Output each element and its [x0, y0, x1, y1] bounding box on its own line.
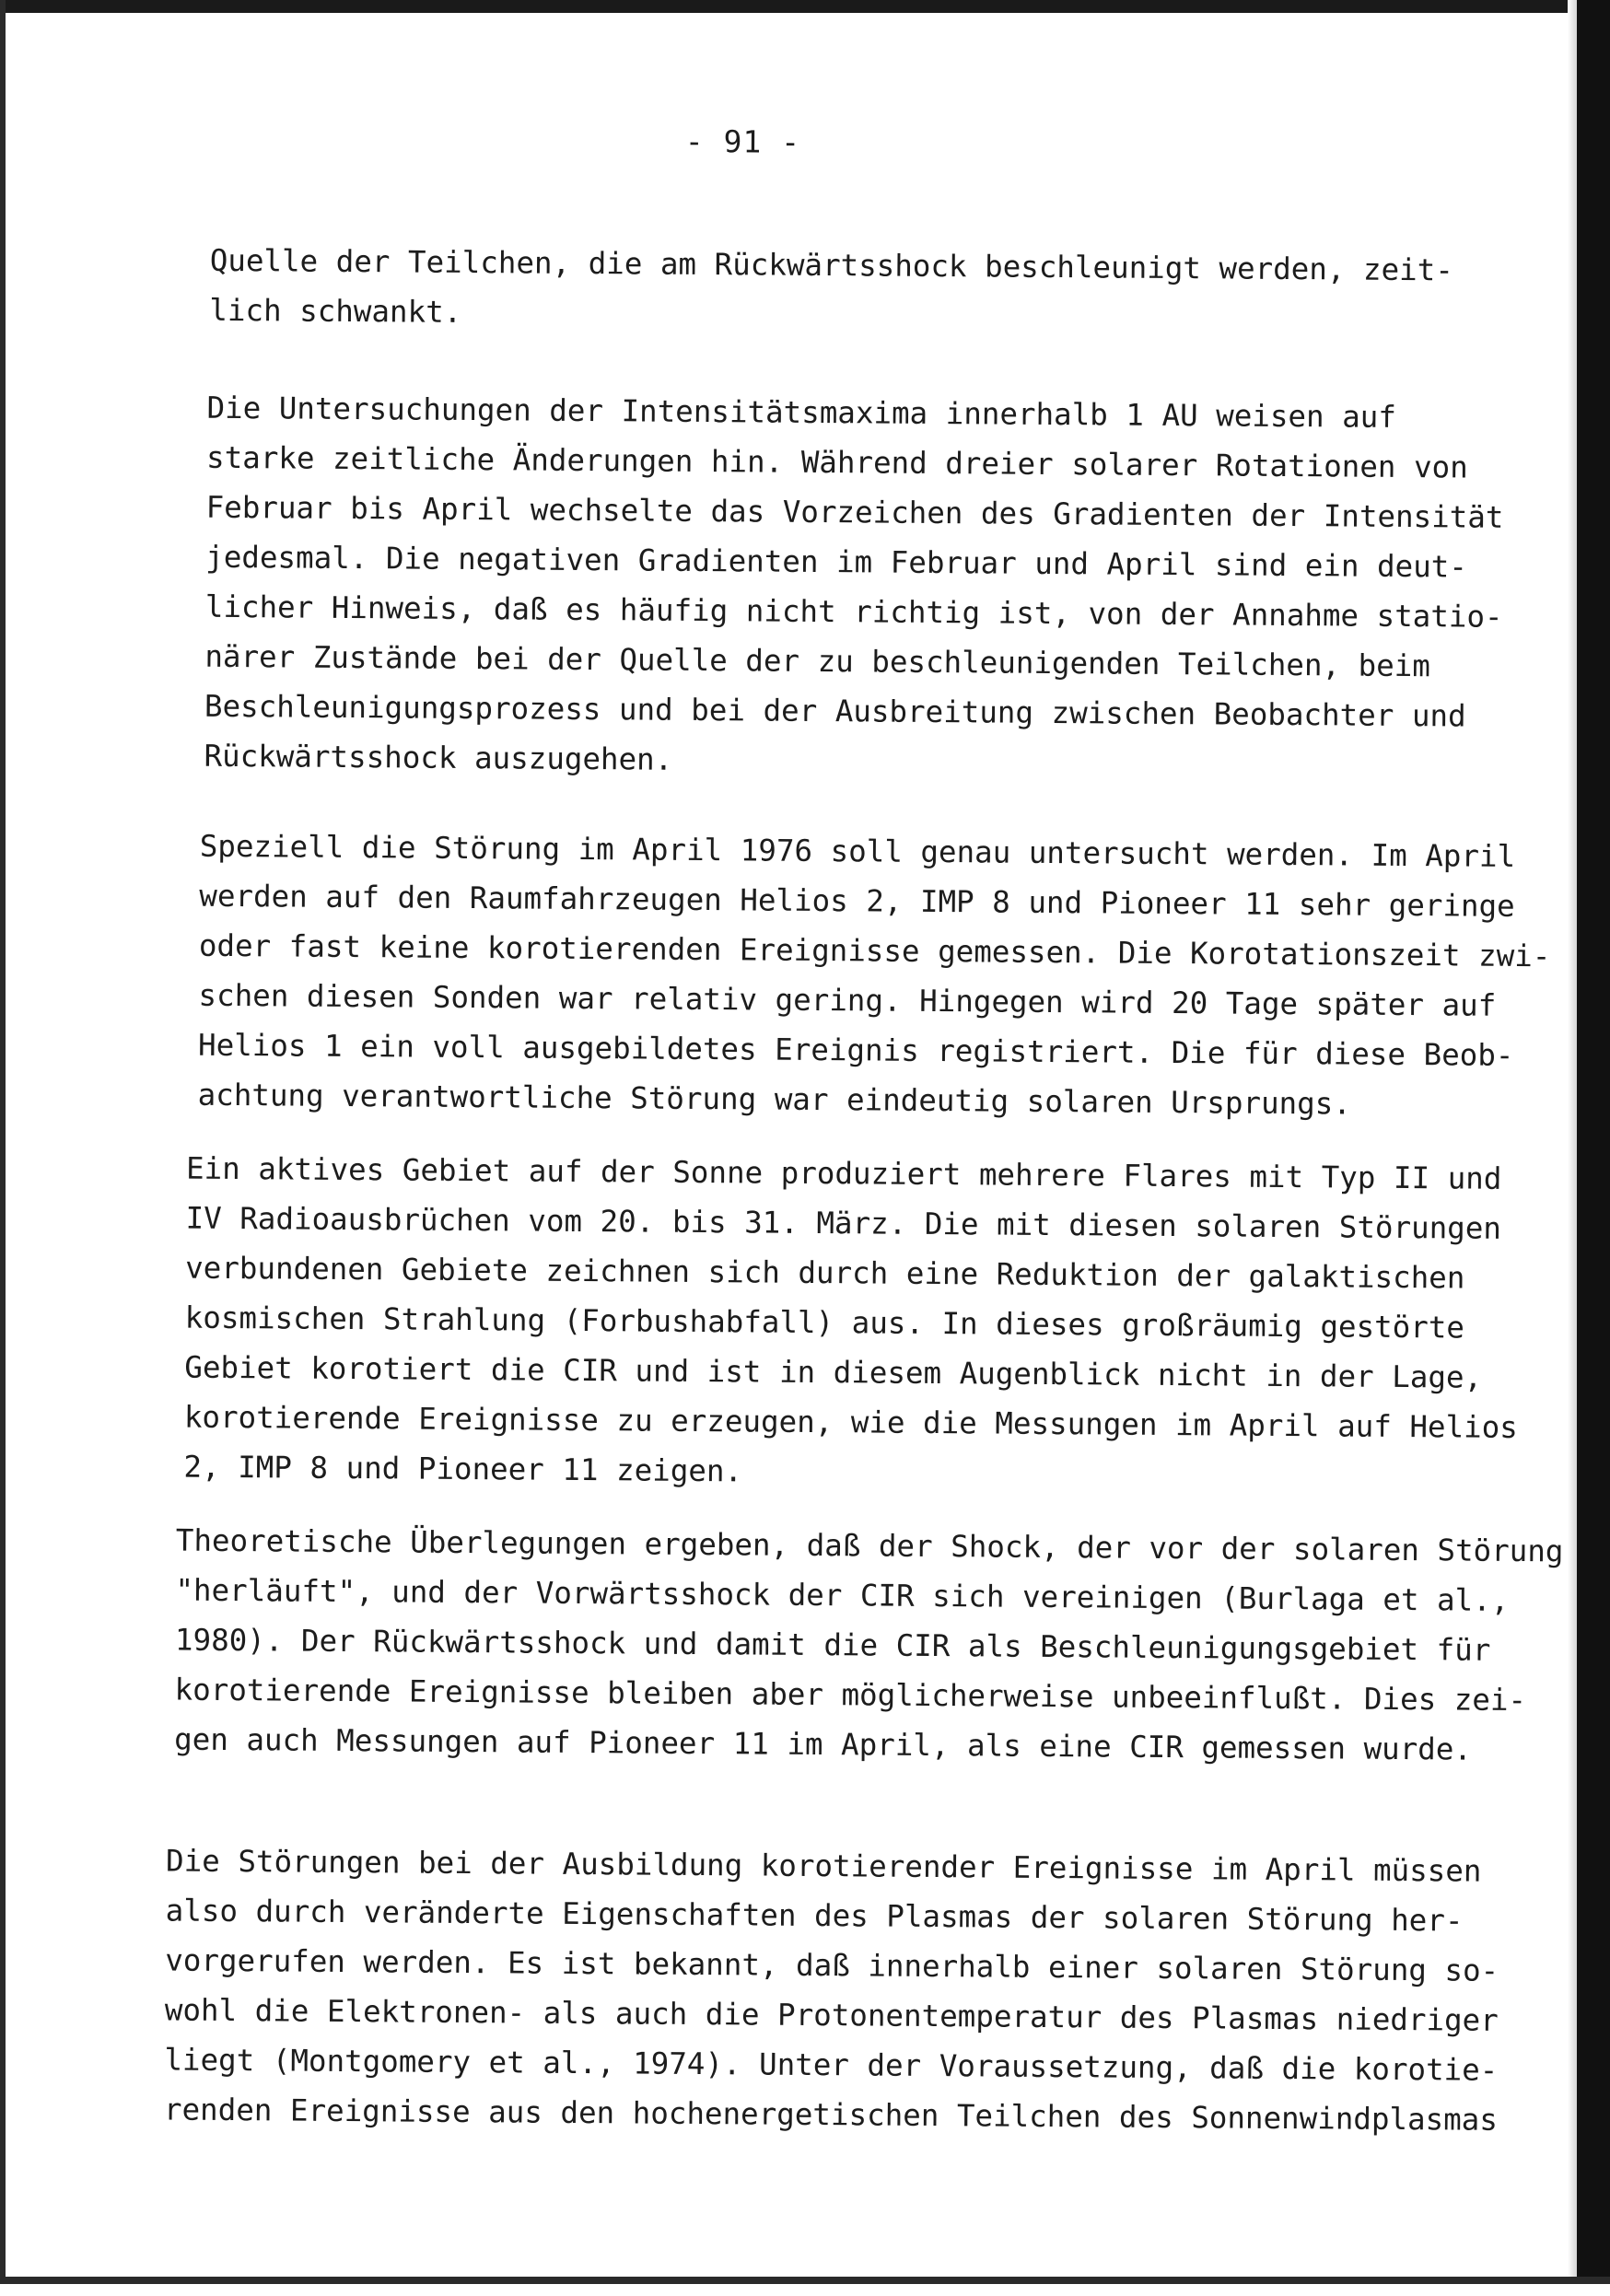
text-line: liegt (Montgomery et al., 1974). Unter der Voraussetzung, daß die korotie- [164, 2042, 1499, 2088]
scan-border-right [1577, 0, 1610, 2284]
text-line: werden auf den Raumfahrzeugen Helios 2, IMP 8 und Pioneer 11 sehr geringe [199, 878, 1515, 924]
text-line: Rückwärtsshock auszugehen. [204, 738, 673, 777]
text-line: gen auch Messungen auf Pioneer 11 im April, als eine CIR gemessen wurde. [174, 1721, 1473, 1767]
text-line: starke zeitliche Änderungen hin. Während dreier solarer Rotationen von [205, 439, 1468, 485]
text-line: licher Hinweis, daß es häufig nicht richtig ist, von der Annahme statio- [204, 589, 1503, 635]
text-line: 1980). Der Rückwärtsshock und damit die CIR als Beschleunigungsgebiet für [174, 1622, 1491, 1668]
text-line: oder fast keine korotierenden Ereignisse gemessen. Die Korotationszeit zwi- [198, 927, 1551, 974]
text-line: Theoretische Überlegungen ergeben, daß der Shock, der vor der solaren Störung [175, 1522, 1564, 1569]
text-line: Die Störungen bei der Ausbildung korotierender Ereignisse im April müssen [165, 1843, 1482, 1889]
paragraph-1 [209, 236, 1453, 345]
page-number: - 91 - [684, 122, 801, 160]
text-line: Beschleunigungsprozess und bei der Ausbreitung zwischen Beobachter und [204, 688, 1466, 734]
text-line: Quelle der Teilchen, die am Rückwärtsshock beschleunigt werden, zeit- [209, 242, 1454, 288]
paragraph-3 [197, 822, 1551, 1131]
text-line: närer Zustände bei der Quelle der zu beschleunigenden Teilchen, beim [204, 638, 1431, 684]
text-line: korotierende Ereignisse bleiben aber möglicherweise unbeeinflußt. Dies zei- [174, 1672, 1527, 1719]
paragraph-5 [174, 1516, 1564, 1776]
text-line: wohl die Elektronen- als auch die Protonentemperatur des Plasmas niedriger [164, 1992, 1499, 2038]
text-line: vorgerufen werden. Es ist bekannt, daß innerhalb einer solaren Störung so- [165, 1942, 1499, 1988]
text-line: achtung verantwortliche Störung war eindeutig solaren Ursprungs. [197, 1077, 1352, 1122]
text-line: lich schwankt. [209, 292, 462, 330]
text-line: renden Ereignisse aus den hochenergetischen Teilchen des Sonnenwindplasmas [163, 2092, 1499, 2138]
text-line: jedesmal. Die negativen Gradienten im Februar und April sind ein deut- [205, 539, 1468, 585]
text-line: Ein aktives Gebiet auf der Sonne produziert mehrere Flares mit Typ II und [185, 1150, 1502, 1196]
text-line: "herläuft", und der Vorwärtsshock der CIR sich vereinigen (Burlaga et al., [175, 1572, 1510, 1618]
text-line: Februar bis April wechselte das Vorzeichen des Gradienten der Intensität [205, 489, 1504, 535]
text-line: also durch veränderte Eigenschaften des Plasmas der solaren Störung her- [165, 1893, 1464, 1939]
paragraph-2 [204, 383, 1504, 791]
text-line: korotierende Ereignisse zu erzeugen, wie die Messungen im April auf Helios [183, 1399, 1518, 1445]
text-line: schen diesen Sonden war relativ gering. Hingegen wird 20 Tage später auf [198, 977, 1497, 1023]
paragraph-4 [183, 1144, 1520, 1502]
paragraph-6 [164, 1836, 1499, 2144]
text-line: IV Radioausbrüchen vom 20. bis 31. März. Die mit diesen solaren Störungen [185, 1200, 1502, 1246]
text-line: kosmischen Strahlung (Forbushabfall) aus. In dieses großräumig gestörte [184, 1300, 1465, 1346]
text-line: Die Untersuchungen der Intensitätsmaxima innerhalb 1 AU weisen auf [206, 390, 1397, 435]
text-line: Helios 1 ein voll ausgebildetes Ereignis registriert. Die für diese Beob- [197, 1027, 1514, 1073]
text-line: verbundenen Gebiete zeichnen sich durch eine Reduktion der galaktischen [185, 1250, 1465, 1296]
text-line: Gebiet korotiert die CIR und ist in diesem Augenblick nicht in der Lage, [184, 1349, 1483, 1395]
text-line: 2, IMP 8 und Pioneer 11 zeigen. [183, 1449, 743, 1489]
scan-edge-shadow [1568, 0, 1577, 2284]
text-line: Speziell die Störung im April 1976 soll genau untersucht werden. Im April [199, 828, 1516, 874]
